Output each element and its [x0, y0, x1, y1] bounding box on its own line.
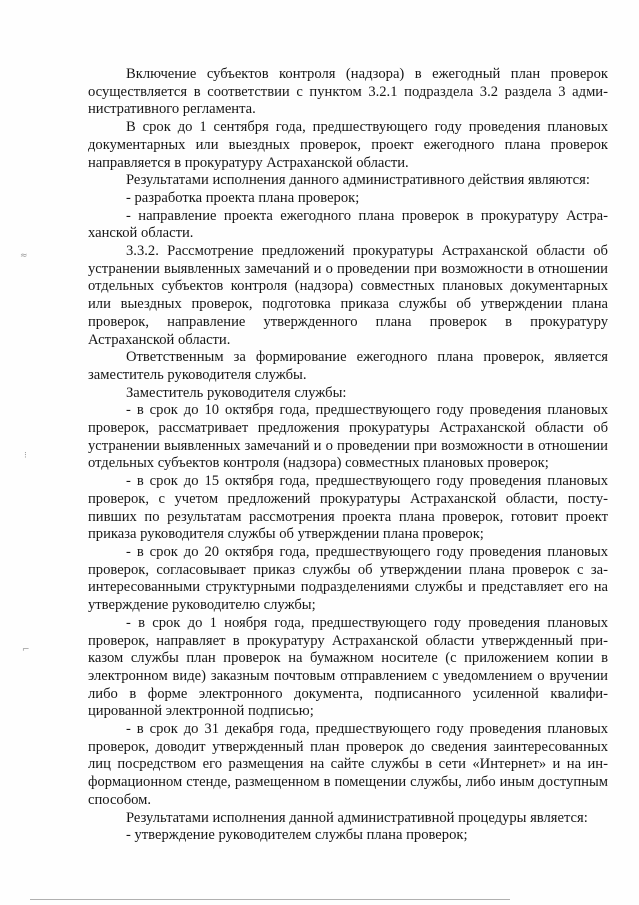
- paragraph: Результатами исполнения данной административной процедуры является:: [126, 809, 588, 826]
- scan-margin-mark: ⌐: [22, 645, 30, 655]
- list-item: - утверждение руководителем службы плана проверок;: [126, 827, 468, 844]
- paragraph: Заместитель руководителя службы:: [126, 384, 347, 401]
- list-item: - разработка проекта плана проверок;: [126, 189, 360, 206]
- section-paragraph: 3.3.2. Рассмотрение предложений прокуратуры Астраханской области об устранении выявленных замечаний и о проведении при возможности в отношении отдельных субъектов контроля (надзора) совместных плановых документарных или выездных проверок, подготовка приказа службы об утверждении плана проверок, направление утвержденного плана проверок в прокуратуру Астраханской области.: [88, 243, 608, 348]
- list-item: - в срок до 31 декабря года, предшествующего году проведения плановых проверок, доводит утвержденный план проверок до сведения заинтересованных лиц посредством его размещения на сайте службы в сети «Интернет» и на информационном стенде, размещенном в помещении службы, либо иным доступным способом.: [88, 721, 608, 808]
- list-item: - в срок до 1 ноября года, предшествующего году проведения плановых проверок, направляет в прокуратуру Астраханской области утвержденный приказом службы план проверок на бумажном носителе (с приложением копии в электронном виде) заказным почтовым отправлением с уведомлением о вручении либо в форме электронного документа, подписанного усиленной квалифицированной электронной подписью;: [88, 614, 608, 720]
- document-body: [88, 66, 608, 845]
- list-item: - направление проекта ежегодного плана проверок в прокуратуру Астраханской области.: [88, 207, 608, 242]
- list-item: - в срок до 10 октября года, предшествующего году проведения плановых проверок, рассматривает предложения прокуратуры Астраханской области об устранении выявленных замечаний и о проведении при возможности в отношении отдельных субъектов контроля (надзора) совместных плановых проверок;: [88, 402, 608, 472]
- paragraph: В срок до 1 сентября года, предшествующего году проведения плановых документарных или выездных проверок, проект ежегодного плана проверок направляется в прокуратуру Астраханской области.: [88, 119, 608, 171]
- scan-margin-mark: ⁝: [24, 451, 27, 461]
- paragraph: Ответственным за формирование ежегодного плана проверок, является заместитель руководителя службы.: [88, 349, 608, 383]
- list-item: - в срок до 20 октября года, предшествующего году проведения плановых проверок, согласовывает приказ службы об утверждении плана проверок с заинтересованными структурными подразделениями службы и представляет его на утверждение руководителю службы;: [88, 543, 608, 614]
- list-item: - в срок до 15 октября года, предшествующего году проведения плановых проверок, с учетом предложений прокуратуры Астраханской области, поступивших по результатам рассмотрения проекта плана проверок, готовит проект приказа руководителя службы об утверждении плана проверок;: [88, 473, 608, 543]
- scan-margin-mark: ≈: [20, 251, 28, 261]
- paragraph: Включение субъектов контроля (надзора) в ежегодный план проверок осуществляется в соответствии с пунктом 3.2.1 подраздела 3.2 раздела 3 административного регламента.: [88, 66, 608, 118]
- paragraph: Результатами исполнения данного административного действия являются:: [126, 172, 590, 189]
- page-bottom-rule: [30, 899, 510, 900]
